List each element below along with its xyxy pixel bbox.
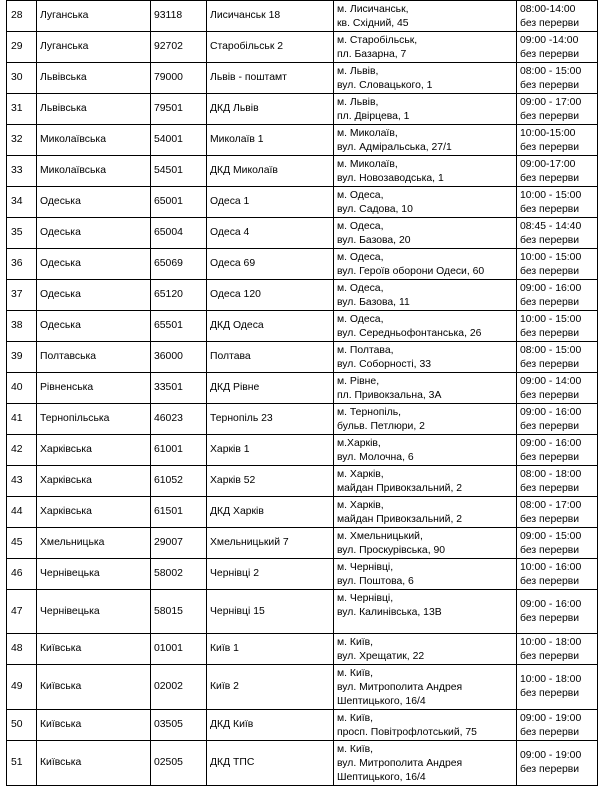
working-hours: 08:00-14:00 <box>520 4 576 15</box>
address-cell <box>334 466 517 497</box>
row-number: 37 <box>7 280 37 311</box>
break-info: без перерви <box>520 235 580 246</box>
address-cell <box>334 710 517 741</box>
address-line: вул. Новозаводська, 1 <box>337 173 444 184</box>
break-info: без перерви <box>520 204 580 215</box>
postal-code-cell: 65001 <box>151 187 207 218</box>
address-line: Шептицького, 16/4 <box>337 696 426 707</box>
address-cell <box>334 1 517 32</box>
table-row <box>7 1 598 32</box>
row-number: 31 <box>7 94 37 125</box>
office-name-cell: Хмельницький 7 <box>207 528 334 559</box>
address-line: м. Одеса, <box>337 252 384 263</box>
region-cell: Одеська <box>37 280 151 311</box>
break-info: без перерви <box>520 390 580 401</box>
address-cell <box>334 559 517 590</box>
address-line: пл. Двірцева, 1 <box>337 111 410 122</box>
region-cell: Луганська <box>37 32 151 63</box>
hours-cell <box>517 634 598 665</box>
region-cell: Полтавська <box>37 342 151 373</box>
address-line: м. Миколаїв, <box>337 159 398 170</box>
region-cell: Київська <box>37 665 151 710</box>
postal-code-cell: 58002 <box>151 559 207 590</box>
address-line: м. Миколаїв, <box>337 128 398 139</box>
postal-code-cell: 61052 <box>151 466 207 497</box>
row-number: 50 <box>7 710 37 741</box>
address-line: м. Полтава, <box>337 345 394 356</box>
region-cell: Одеська <box>37 249 151 280</box>
postal-code-cell: 65069 <box>151 249 207 280</box>
address-line: вул. Калинівська, 13В <box>337 607 442 618</box>
address-line: вул. Митрополита Андрея <box>337 758 463 769</box>
break-info: без перерви <box>520 514 580 525</box>
working-hours: 09:00 - 14:00 <box>520 376 582 387</box>
office-name-cell: Одеса 4 <box>207 218 334 249</box>
working-hours: 10:00 - 15:00 <box>520 314 582 325</box>
table-row <box>7 497 598 528</box>
table-row <box>7 404 598 435</box>
region-cell: Харківська <box>37 435 151 466</box>
address-cell <box>334 497 517 528</box>
table-row <box>7 156 598 187</box>
address-line: майдан Привокзальний, 2 <box>337 514 463 525</box>
address-cell <box>334 156 517 187</box>
postal-code-cell: 02505 <box>151 741 207 786</box>
address-line: м. Хмельницький, <box>337 531 423 542</box>
table-row <box>7 559 598 590</box>
table-row <box>7 32 598 63</box>
region-cell: Одеська <box>37 218 151 249</box>
working-hours: 09:00 - 16:00 <box>520 407 582 418</box>
hours-cell <box>517 1 598 32</box>
address-line: вул. Молочна, 6 <box>337 452 414 463</box>
address-line: м. Львів, <box>337 66 379 77</box>
office-name-cell: ДКД Одеса <box>207 311 334 342</box>
address-line: м. Тернопіль, <box>337 407 402 418</box>
row-number: 34 <box>7 187 37 218</box>
office-name-cell: Львів - поштамт <box>207 63 334 94</box>
postal-code-cell: 54001 <box>151 125 207 156</box>
office-name-cell: Лисичанськ 18 <box>207 1 334 32</box>
table-row <box>7 435 598 466</box>
address-cell <box>334 741 517 786</box>
postal-code-cell: 61501 <box>151 497 207 528</box>
address-line: м. Київ, <box>337 744 374 755</box>
break-info: без перерви <box>520 576 580 587</box>
row-number: 40 <box>7 373 37 404</box>
post-offices-table <box>6 0 598 786</box>
break-info: без перерви <box>520 18 580 29</box>
address-line: вул. Базова, 20 <box>337 235 411 246</box>
row-number: 32 <box>7 125 37 156</box>
postal-code-cell: 01001 <box>151 634 207 665</box>
working-hours: 08:00 - 15:00 <box>520 66 582 77</box>
hours-cell <box>517 528 598 559</box>
office-name-cell: Миколаїв 1 <box>207 125 334 156</box>
postal-code-cell: 79501 <box>151 94 207 125</box>
working-hours: 10:00-15:00 <box>520 128 576 139</box>
working-hours: 09:00 - 16:00 <box>520 283 582 294</box>
working-hours: 08:45 - 14:40 <box>520 221 582 232</box>
hours-cell <box>517 559 598 590</box>
address-line: м. Київ, <box>337 668 374 679</box>
address-line: м. Львів, <box>337 97 379 108</box>
region-cell: Львівська <box>37 94 151 125</box>
table-row <box>7 634 598 665</box>
address-cell <box>334 280 517 311</box>
address-cell <box>334 125 517 156</box>
table-row <box>7 125 598 156</box>
hours-cell <box>517 710 598 741</box>
break-info: без перерви <box>520 142 580 153</box>
office-name-cell: Одеса 69 <box>207 249 334 280</box>
postal-code-cell: 65004 <box>151 218 207 249</box>
address-line: кв. Східний, 45 <box>337 18 409 29</box>
region-cell: Київська <box>37 634 151 665</box>
address-cell <box>334 63 517 94</box>
postal-code-cell: 03505 <box>151 710 207 741</box>
office-name-cell: Одеса 120 <box>207 280 334 311</box>
address-line: Шептицького, 16/4 <box>337 772 426 783</box>
working-hours: 09:00 - 16:00 <box>520 599 582 610</box>
hours-cell <box>517 373 598 404</box>
region-cell: Тернопільська <box>37 404 151 435</box>
break-info: без перерви <box>520 328 580 339</box>
address-line: м. Одеса, <box>337 314 384 325</box>
region-cell: Луганська <box>37 1 151 32</box>
break-info: без перерви <box>520 688 580 699</box>
row-number: 42 <box>7 435 37 466</box>
office-name-cell: ДКД Рівне <box>207 373 334 404</box>
region-cell: Чернівецька <box>37 559 151 590</box>
table-row <box>7 311 598 342</box>
break-info: без перерви <box>520 651 580 662</box>
row-number: 35 <box>7 218 37 249</box>
row-number: 38 <box>7 311 37 342</box>
postal-code-cell: 02002 <box>151 665 207 710</box>
hours-cell <box>517 741 598 786</box>
postal-code-cell: 46023 <box>151 404 207 435</box>
region-cell: Одеська <box>37 187 151 218</box>
table-row <box>7 710 598 741</box>
working-hours: 08:00 - 15:00 <box>520 345 582 356</box>
hours-cell <box>517 63 598 94</box>
address-cell <box>334 249 517 280</box>
working-hours: 10:00 - 18:00 <box>520 674 582 685</box>
region-cell: Миколаївська <box>37 125 151 156</box>
table-row <box>7 94 598 125</box>
working-hours: 10:00 - 15:00 <box>520 190 582 201</box>
office-name-cell: Полтава <box>207 342 334 373</box>
address-line: м. Київ, <box>337 637 374 648</box>
address-line: м. Харків, <box>337 469 384 480</box>
address-line: вул. Поштова, 6 <box>337 576 414 587</box>
address-cell <box>334 528 517 559</box>
address-cell <box>334 94 517 125</box>
hours-cell <box>517 665 598 710</box>
office-name-cell: ДКД Київ <box>207 710 334 741</box>
office-name-cell: Чернівці 15 <box>207 590 334 634</box>
table-row <box>7 466 598 497</box>
row-number: 41 <box>7 404 37 435</box>
row-number: 48 <box>7 634 37 665</box>
region-cell: Хмельницька <box>37 528 151 559</box>
hours-cell <box>517 404 598 435</box>
region-cell: Харківська <box>37 466 151 497</box>
address-line: м. Одеса, <box>337 283 384 294</box>
address-line: вул. Базова, 11 <box>337 297 410 308</box>
postal-code-cell: 29007 <box>151 528 207 559</box>
working-hours: 09:00 - 15:00 <box>520 531 582 542</box>
hours-cell <box>517 590 598 634</box>
working-hours: 10:00 - 18:00 <box>520 637 582 648</box>
address-cell <box>334 32 517 63</box>
working-hours: 09:00 - 19:00 <box>520 713 582 724</box>
postal-code-cell: 54501 <box>151 156 207 187</box>
break-info: без перерви <box>520 111 580 122</box>
postal-code-cell: 61001 <box>151 435 207 466</box>
hours-cell <box>517 94 598 125</box>
break-info: без перерви <box>520 266 580 277</box>
row-number: 46 <box>7 559 37 590</box>
hours-cell <box>517 342 598 373</box>
address-cell <box>334 590 517 634</box>
row-number: 51 <box>7 741 37 786</box>
address-cell <box>334 634 517 665</box>
address-line: вул. Героїв оборони Одеси, 60 <box>337 266 485 277</box>
break-info: без перерви <box>520 49 580 60</box>
address-line: бульв. Петлюри, 2 <box>337 421 425 432</box>
break-info: без перерви <box>520 613 580 624</box>
table-row <box>7 373 598 404</box>
table-row <box>7 342 598 373</box>
postal-code-cell: 36000 <box>151 342 207 373</box>
address-line: майдан Привокзальний, 2 <box>337 483 463 494</box>
row-number: 29 <box>7 32 37 63</box>
hours-cell <box>517 218 598 249</box>
hours-cell <box>517 187 598 218</box>
region-cell: Харківська <box>37 497 151 528</box>
hours-cell <box>517 280 598 311</box>
address-line: м.Харків, <box>337 438 381 449</box>
address-cell <box>334 665 517 710</box>
region-cell: Миколаївська <box>37 156 151 187</box>
address-line: вул. Середньофонтанська, 26 <box>337 328 482 339</box>
break-info: без перерви <box>520 545 580 556</box>
office-name-cell: ДКД Миколаїв <box>207 156 334 187</box>
office-name-cell: Тернопіль 23 <box>207 404 334 435</box>
table-body <box>7 1 598 786</box>
address-cell <box>334 218 517 249</box>
address-line: м. Чернівці, <box>337 562 394 573</box>
address-line: м. Рівне, <box>337 376 380 387</box>
address-cell <box>334 311 517 342</box>
row-number: 43 <box>7 466 37 497</box>
office-name-cell: Харків 52 <box>207 466 334 497</box>
address-cell <box>334 187 517 218</box>
break-info: без перерви <box>520 452 580 463</box>
office-name-cell: Київ 2 <box>207 665 334 710</box>
postal-code-cell: 92702 <box>151 32 207 63</box>
office-name-cell: Київ 1 <box>207 634 334 665</box>
working-hours: 09:00 - 19:00 <box>520 750 582 761</box>
office-name-cell: Чернівці 2 <box>207 559 334 590</box>
hours-cell <box>517 156 598 187</box>
row-number: 45 <box>7 528 37 559</box>
table-row <box>7 218 598 249</box>
working-hours: 09:00 -14:00 <box>520 35 579 46</box>
address-line: вул. Проскурівська, 90 <box>337 545 446 556</box>
working-hours: 10:00 - 16:00 <box>520 562 582 573</box>
address-line: вул. Митрополита Андрея <box>337 682 463 693</box>
office-name-cell: Старобільськ 2 <box>207 32 334 63</box>
address-cell <box>334 373 517 404</box>
office-name-cell: ДКД Львів <box>207 94 334 125</box>
address-cell <box>334 404 517 435</box>
address-line: вул. Садова, 10 <box>337 204 413 215</box>
table-row <box>7 63 598 94</box>
row-number: 47 <box>7 590 37 634</box>
break-info: без перерви <box>520 359 580 370</box>
row-number: 39 <box>7 342 37 373</box>
row-number: 36 <box>7 249 37 280</box>
working-hours: 08:00 - 17:00 <box>520 500 582 511</box>
address-line: вул. Хрещатик, 22 <box>337 651 425 662</box>
address-line: вул. Соборності, 33 <box>337 359 431 370</box>
office-name-cell: ДКД Харків <box>207 497 334 528</box>
break-info: без перерви <box>520 764 580 775</box>
table-row <box>7 528 598 559</box>
address-line: м. Київ, <box>337 713 374 724</box>
working-hours: 09:00-17:00 <box>520 159 576 170</box>
row-number: 28 <box>7 1 37 32</box>
address-cell <box>334 342 517 373</box>
table-row <box>7 665 598 710</box>
address-line: м. Одеса, <box>337 190 384 201</box>
postal-code-cell: 65120 <box>151 280 207 311</box>
address-line: м. Одеса, <box>337 221 384 232</box>
office-name-cell: Одеса 1 <box>207 187 334 218</box>
break-info: без перерви <box>520 483 580 494</box>
office-name-cell: Харків 1 <box>207 435 334 466</box>
address-line: вул. Адміральська, 27/1 <box>337 142 452 153</box>
address-line: м. Харків, <box>337 500 384 511</box>
address-line: м. Чернівці, <box>337 593 394 604</box>
office-name-cell: ДКД ТПС <box>207 741 334 786</box>
region-cell: Львівська <box>37 63 151 94</box>
address-line: м. Старобільськ, <box>337 35 418 46</box>
working-hours: 09:00 - 16:00 <box>520 438 582 449</box>
postal-code-cell: 79000 <box>151 63 207 94</box>
hours-cell <box>517 125 598 156</box>
break-info: без перерви <box>520 80 580 91</box>
hours-cell <box>517 435 598 466</box>
table-row <box>7 741 598 786</box>
region-cell: Київська <box>37 710 151 741</box>
row-number: 44 <box>7 497 37 528</box>
break-info: без перерви <box>520 297 580 308</box>
address-line: м. Лисичанськ, <box>337 4 409 15</box>
break-info: без перерви <box>520 421 580 432</box>
address-line: вул. Словацького, 1 <box>337 80 433 91</box>
address-cell <box>334 435 517 466</box>
table-row <box>7 187 598 218</box>
row-number: 49 <box>7 665 37 710</box>
region-cell: Київська <box>37 741 151 786</box>
break-info: без перерви <box>520 173 580 184</box>
hours-cell <box>517 32 598 63</box>
row-number: 33 <box>7 156 37 187</box>
hours-cell <box>517 249 598 280</box>
row-number: 30 <box>7 63 37 94</box>
region-cell: Одеська <box>37 311 151 342</box>
address-line: пл. Привокзальна, 3А <box>337 390 442 401</box>
region-cell: Чернівецька <box>37 590 151 634</box>
hours-cell <box>517 311 598 342</box>
hours-cell <box>517 466 598 497</box>
postal-code-cell: 65501 <box>151 311 207 342</box>
working-hours: 09:00 - 17:00 <box>520 97 582 108</box>
break-info: без перерви <box>520 727 580 738</box>
hours-cell <box>517 497 598 528</box>
address-line: пл. Базарна, 7 <box>337 49 407 60</box>
working-hours: 08:00 - 18:00 <box>520 469 582 480</box>
postal-code-cell: 58015 <box>151 590 207 634</box>
region-cell: Рівненська <box>37 373 151 404</box>
table-row <box>7 249 598 280</box>
postal-code-cell: 33501 <box>151 373 207 404</box>
working-hours: 10:00 - 15:00 <box>520 252 582 263</box>
address-line: просп. Повітрофлотський, 75 <box>337 727 477 738</box>
table-row <box>7 280 598 311</box>
table-row <box>7 590 598 634</box>
postal-code-cell: 93118 <box>151 1 207 32</box>
